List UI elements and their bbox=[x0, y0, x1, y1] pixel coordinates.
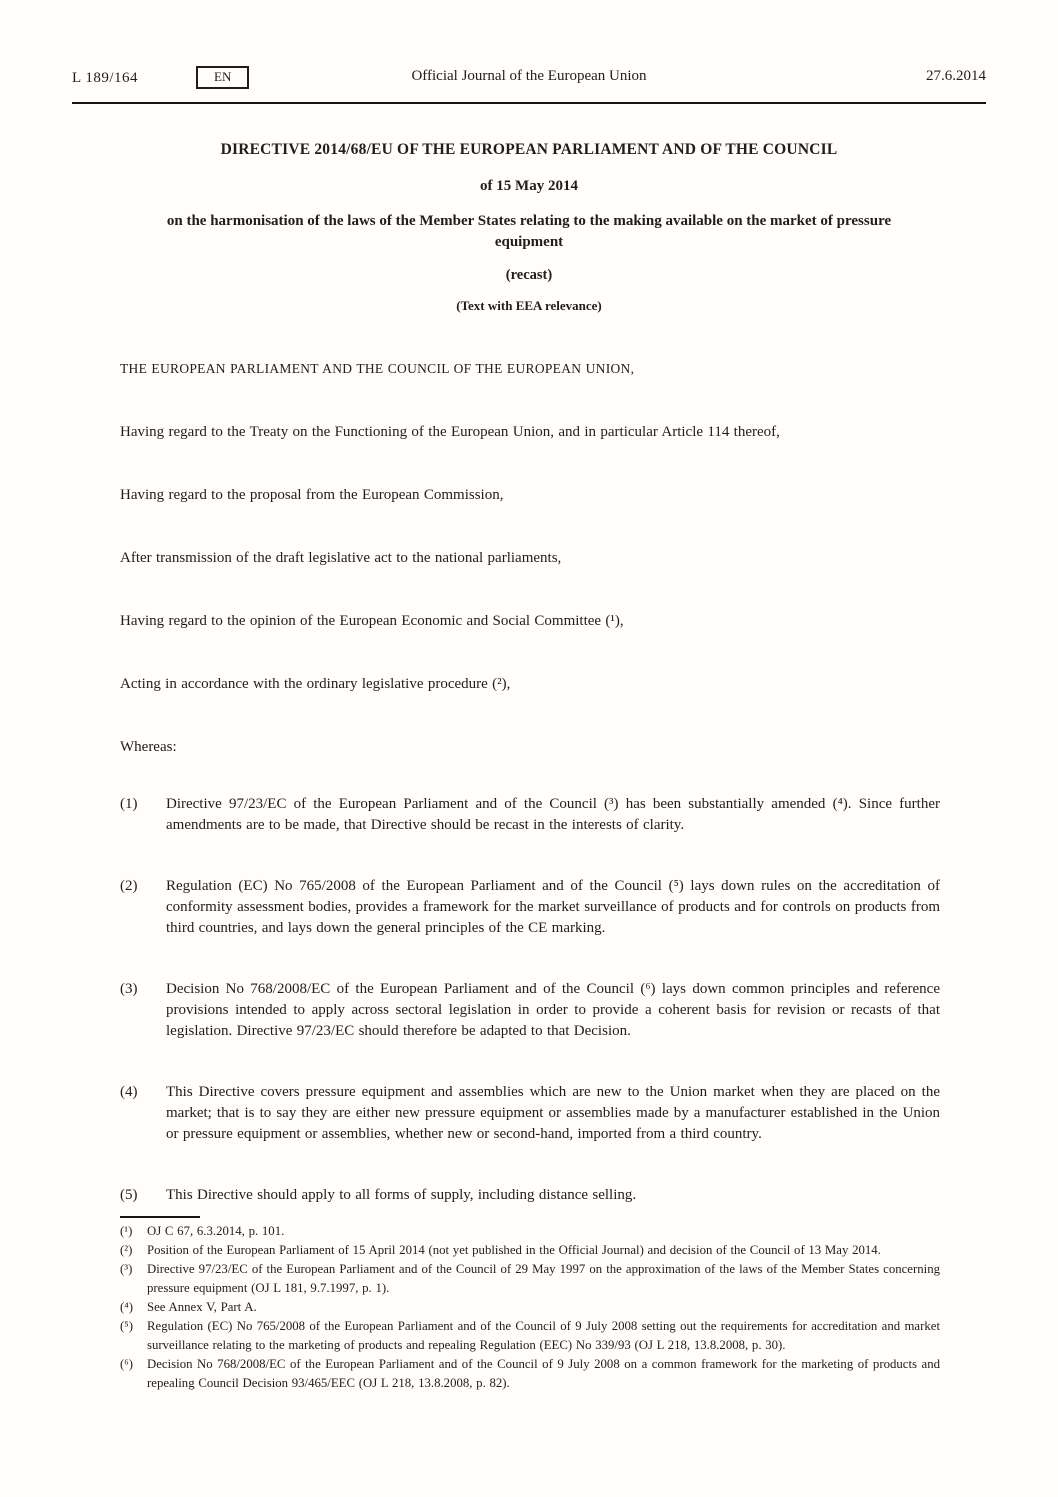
journal-title: Official Journal of the European Union bbox=[411, 68, 647, 84]
header-rule bbox=[72, 102, 986, 104]
footnote-separator-rule bbox=[120, 1216, 200, 1218]
page-number: L 189/164 bbox=[72, 69, 139, 86]
recital-number: (5) bbox=[120, 1187, 138, 1203]
directive-title: DIRECTIVE 2014/68/EU OF THE EUROPEAN PARLIAMENT AND OF THE COUNCIL bbox=[220, 141, 838, 158]
recital-text: Directive 97/23/EC of the European Parliament and of the Council (³) has been substantially amended (⁴). Since further amendments are to be made, that Directive should be recast in the interests of clarity. bbox=[166, 796, 940, 833]
recital-5 bbox=[120, 1185, 940, 1206]
footnote-3 bbox=[120, 1260, 940, 1298]
footnote-text: Position of the European Parliament of 15 April 2014 (not yet published in the Official Journal) and decision of the Council of 13 May 2014. bbox=[147, 1243, 881, 1257]
directive-date: of 15 May 2014 bbox=[480, 178, 578, 194]
directive-subject: on the harmonisation of the laws of the Member States relating to the making available on the market of pressure equipment bbox=[166, 213, 892, 250]
footnote-marker: (⁶) bbox=[120, 1357, 133, 1371]
document-body bbox=[120, 359, 940, 1206]
footnote-marker: (³) bbox=[120, 1262, 133, 1276]
footnote-text: Regulation (EC) No 765/2008 of the European Parliament and of the Council of 9 July 2008 setting out the requirements for accreditation and market surveillance relating to the marketing of products and repealing Regulation (EEC) No 339/93 (OJ L 218, 13.8.2008, p. 30). bbox=[147, 1319, 940, 1352]
footnotes-section bbox=[120, 1222, 940, 1393]
footnote-1 bbox=[120, 1222, 940, 1241]
recitals-list bbox=[120, 794, 940, 1206]
recital-4 bbox=[120, 1082, 940, 1145]
whereas-label: Whereas: bbox=[120, 739, 177, 755]
footnote-text: OJ C 67, 6.3.2014, p. 101. bbox=[147, 1224, 285, 1238]
header-date: 27.6.2014 bbox=[926, 68, 986, 84]
preamble-citation-eesc-opinion: Having regard to the opinion of the European Economic and Social Committee (¹), bbox=[120, 613, 624, 629]
recital-text: This Directive should apply to all forms of supply, including distance selling. bbox=[166, 1187, 637, 1203]
recital-1 bbox=[120, 794, 940, 836]
footnote-marker: (¹) bbox=[120, 1224, 133, 1238]
title-block bbox=[0, 140, 1058, 315]
footnote-text: Decision No 768/2008/EC of the European Parliament and of the Council of 9 July 2008 on a common framework for the marketing of products and repealing Council Decision 93/465/EEC (OJ L 218, 13.8.2008, p. 82). bbox=[147, 1357, 940, 1390]
footnote-5 bbox=[120, 1317, 940, 1355]
preamble-citation-proposal: Having regard to the proposal from the European Commission, bbox=[120, 487, 504, 503]
recast-note: (recast) bbox=[505, 267, 553, 283]
recital-number: (3) bbox=[120, 981, 138, 997]
eea-relevance-note: (Text with EEA relevance) bbox=[456, 298, 602, 313]
recital-text: Regulation (EC) No 765/2008 of the European Parliament and of the Council (⁵) lays down rules on the accreditation of conformity assessment bodies, provides a framework for the market surveillance of products and for controls on products from third countries, and lays down the general principles of the CE marking. bbox=[166, 878, 940, 936]
page-header bbox=[72, 0, 986, 92]
recital-text: This Directive covers pressure equipment and assemblies which are new to the Union market when they are placed on the market; that is to say they are either new pressure equipment or assemblies made by a manufacturer established in the Union or pressure equipment or assemblies, whether new or second-hand, imported from a third country. bbox=[166, 1084, 940, 1142]
footnote-4 bbox=[120, 1298, 940, 1317]
recital-text: Decision No 768/2008/EC of the European Parliament and of the Council (⁶) lays down common principles and reference provisions intended to apply across sectoral legislation in order to provide a coherent basis for revision or recasts of that legislation. Directive 97/23/EC should therefore be adapted to that Decision. bbox=[166, 981, 940, 1039]
preamble-citation-treaty: Having regard to the Treaty on the Functioning of the European Union, and in particular Article 114 thereof, bbox=[120, 424, 780, 440]
preamble-citation-transmission: After transmission of the draft legislative act to the national parliaments, bbox=[120, 550, 562, 566]
recital-3 bbox=[120, 979, 940, 1042]
footnote-6 bbox=[120, 1355, 940, 1393]
recital-number: (4) bbox=[120, 1084, 138, 1100]
recital-number: (2) bbox=[120, 878, 138, 894]
preamble-citation-procedure: Acting in accordance with the ordinary legislative procedure (²), bbox=[120, 676, 511, 692]
recital-number: (1) bbox=[120, 796, 138, 812]
footnote-2 bbox=[120, 1241, 940, 1260]
preamble-enacting-authority: THE EUROPEAN PARLIAMENT AND THE COUNCIL OF THE EUROPEAN UNION, bbox=[120, 361, 635, 376]
recital-2 bbox=[120, 876, 940, 939]
footnote-text: See Annex V, Part A. bbox=[147, 1300, 257, 1314]
footnote-text: Directive 97/23/EC of the European Parliament and of the Council of 29 May 1997 on the approximation of the laws of the Member States concerning pressure equipment (OJ L 181, 9.7.1997, p. 1). bbox=[147, 1262, 940, 1295]
footnote-marker: (⁵) bbox=[120, 1319, 133, 1333]
language-badge: EN bbox=[196, 66, 249, 89]
footnote-marker: (⁴) bbox=[120, 1300, 133, 1314]
footnote-marker: (²) bbox=[120, 1243, 133, 1257]
